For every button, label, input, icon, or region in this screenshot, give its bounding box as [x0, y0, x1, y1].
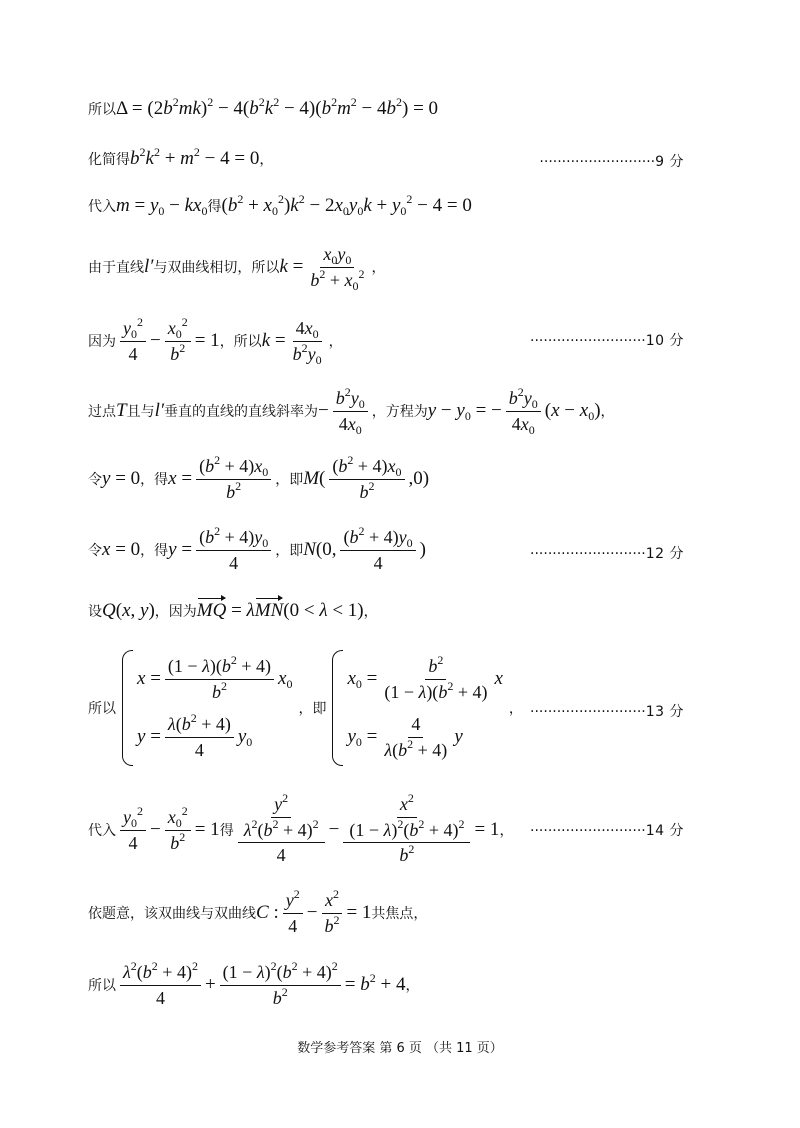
formula-delta: $\Delta = (2b^2mk)^2 - 4(b^2k^2 - 4)(b^2m^2 - 4b^2) = 0$: [116, 95, 439, 119]
text-set: 设: [88, 604, 102, 620]
text-tangent-tail: 与双曲线相切，所以: [153, 260, 280, 277]
line-let-y0: 令 y = 0 ，得 x = $\frac{(b^2 + 4)x_0}{b^2}$ ，即 M( $\frac{(b^2 + 4)x_0}{b^2}$ ,0): [88, 453, 430, 502]
line-set-q: 设 Q(x, y) ，因为 MQ = λMN(0 < λ < 1) ，: [88, 600, 378, 621]
line-substitute-final: 代入 $\frac{y_0^2}{4}$ − $\frac{x_0^2}{b^2}$ = 1 得 $\frac{\frac{y^2}{\lambda^2(b^2 + 4)^2}}{4}$ − $\frac{\frac{x^2}{(1 - \lambda)^2(b^2 + 4)^2}}{b^2}$ = 1 ，: [88, 791, 514, 866]
text-and-with: 且与: [126, 404, 155, 421]
system-1: x = $\frac{(1 - \lambda)(b^2 + 4)}{b^2}$ $x_0$ y = $\frac{\lambda(b^2 + 4)}{4}$ $y_0$: [122, 650, 292, 766]
formula-quadratic-k: $(b^2 + x_0^2)k^2 - 2x_0y_0k + y_0^2 - 4 = 0$: [221, 192, 472, 218]
score-13: ··························13 分: [530, 704, 684, 720]
page-footer: 数学参考答案 第 6 页 （共 11 页）: [297, 1041, 503, 1056]
line-simplify: 化简得 $b^2k^2 + m^2 - 4 = 0$ ，: [88, 145, 274, 169]
line-common-focus: 依题意，该双曲线与双曲线 C : $\frac{y^2}{4}$ − $\frac{x^2}{b^2}$ = 1 共焦点，: [88, 887, 428, 936]
compound-fraction-1: $\frac{\frac{y^2}{\lambda^2(b^2 + 4)^2}}{4}$: [238, 794, 325, 866]
text-per-problem: 依题意，该双曲线与双曲线: [88, 906, 256, 923]
line-systems: 所以 x = $\frac{(1 - \lambda)(b^2 + 4)}{b^2}$ $x_0$ y = $\frac{\lambda(b^2 + 4)}{4}$ $y_0$ ，即 $x_0$ = $\frac{b^2}{(1 - \lambda)(b^2 + 4)}$ x $y_0$ = $\frac{4}{\lambda(b^2 + 4)}$ y ，: [88, 650, 523, 766]
text-equation-is: ，方程为: [371, 404, 428, 421]
text-so-3: 所以: [88, 978, 116, 995]
system-2: $x_0$ = $\frac{b^2}{(1 - \lambda)(b^2 + 4)}$ x $y_0$ = $\frac{4}{\lambda(b^2 + 4)}$ y: [332, 650, 502, 766]
text-comma-so: ，所以: [219, 334, 262, 351]
text-simplify: 化简得: [88, 152, 130, 168]
text-common-focus: 共焦点，: [371, 906, 428, 923]
line-let-x0: 令 x = 0 ，得 y = $\frac{(b^2 + 4)y_0}{4}$ ，即 N(0, $\frac{(b^2 + 4)y_0}{4}$ ): [88, 524, 426, 573]
text-so-2: 所以: [88, 701, 116, 717]
text-substitute: 代入: [88, 199, 116, 215]
fraction-k-2: $\frac{4x_0}{b^2y_0}$: [292, 318, 322, 367]
line-substitute-m: [88, 192, 472, 218]
text-because: 因为: [88, 334, 116, 351]
score-12: ··························12 分: [530, 546, 684, 562]
text-so: 所以: [88, 102, 116, 118]
line-tangent: 由于直线 l′ 与双曲线相切，所以 k = $\frac{x_0y_0}{b^2 + x_0^2}$ ，: [88, 244, 386, 293]
score-14: ··························14 分: [530, 823, 684, 839]
compound-fraction-2: $\frac{\frac{x^2}{(1 - \lambda)^2(b^2 + 4)^2}}{b^2}$: [343, 794, 470, 866]
fraction-k-1: $\frac{x_0y_0}{b^2 + x_0^2}$: [310, 244, 365, 293]
formula-simplified: $b^2k^2 + m^2 - 4 = 0$: [130, 145, 260, 169]
line-perpendicular: 过点 T 且与 l′ 垂直的直线的直线斜率为 − $\frac{b^2y_0}{4x_0}$ ，方程为 $y - y_0$ = − $\frac{b^2y_0}{4x_0}$ $(x - x_0)$ ，: [88, 385, 615, 437]
symbol-l-prime: l′: [144, 256, 154, 278]
line-delta: [88, 95, 439, 120]
text-since-tangent: 由于直线: [88, 260, 144, 277]
text-through-point: 过点: [88, 404, 116, 421]
formula-m: $m = y_0 - kx_0$: [116, 195, 208, 218]
line-because-hyperbola: 因为 $\frac{y_0^2}{4}$ − $\frac{x_0^2}{b^2}$ = 1 ，所以 k = $\frac{4x_0}{b^2y_0}$ ，: [88, 315, 343, 367]
formula-k-1: k =: [279, 256, 304, 278]
text-let-1: 令: [88, 472, 102, 489]
score-9: ··························9 分: [539, 154, 684, 170]
line-final: 所以 $\frac{\lambda^2(b^2 + 4)^2}{4}$ + $\frac{(1 - \lambda)^2(b^2 + 4)^2}{b^2}$ = $b^2 + 4$ ，: [88, 959, 420, 1008]
score-10: ··························10 分: [530, 333, 684, 349]
text-perp-line: 垂直的直线的直线斜率为: [164, 404, 319, 421]
text-let-2: 令: [88, 543, 102, 560]
text-get: 得: [207, 199, 222, 215]
